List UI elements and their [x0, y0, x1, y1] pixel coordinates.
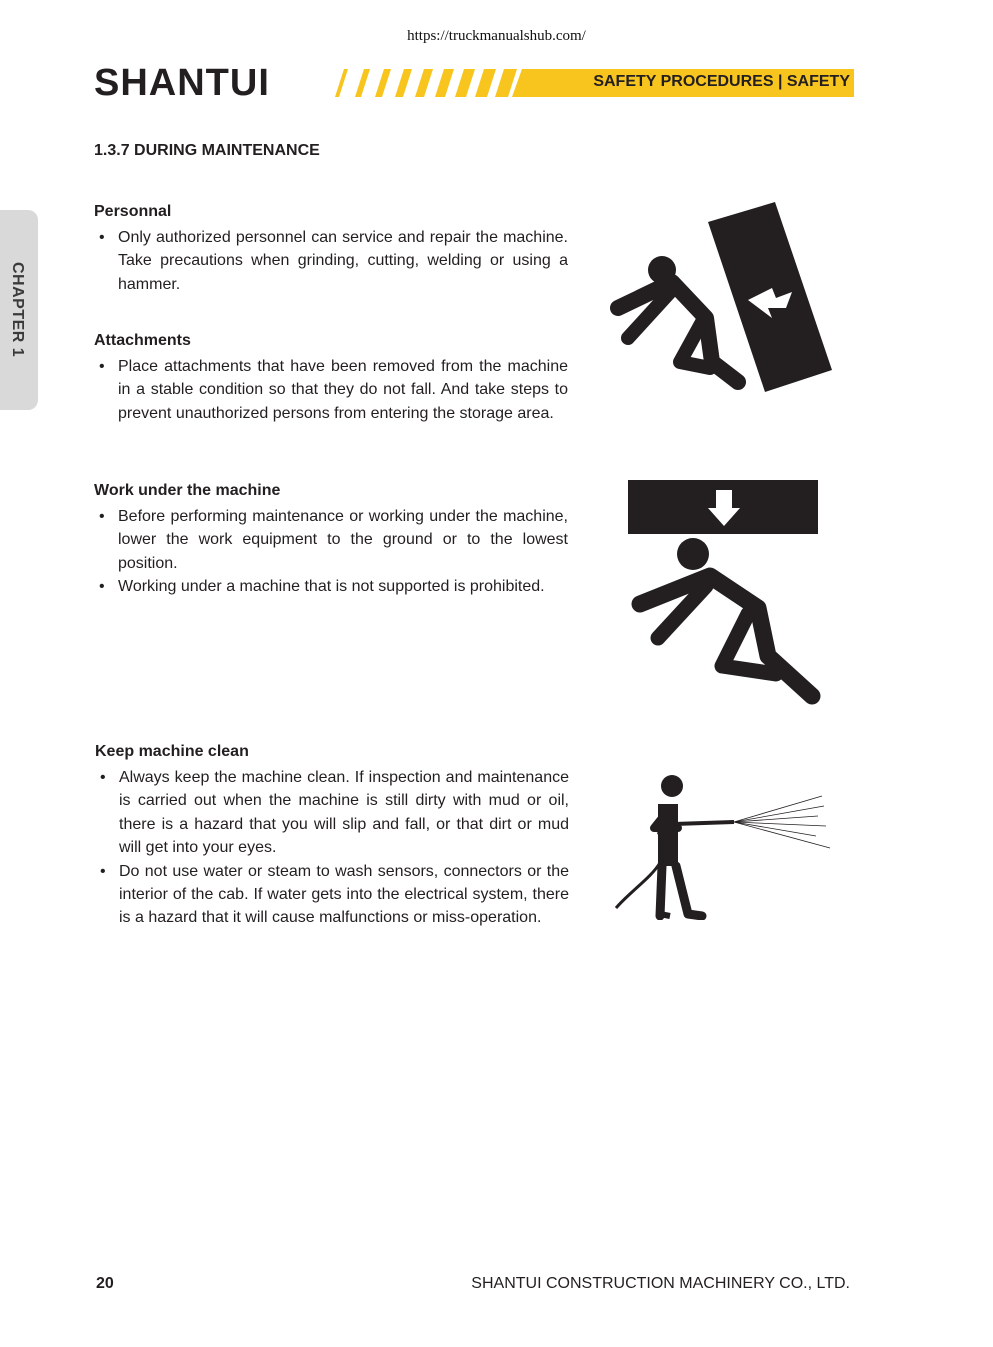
- list-item: • Do not use water or steam to wash sensors, connectors or the interior of the cab. If water gets into the electrical system, there is a hazard that it will cause malfunctions or miss-operation.: [95, 860, 569, 930]
- falling-attachment-hazard-icon: [610, 200, 835, 400]
- section-title: 1.3.7 DURING MAINTENANCE: [94, 142, 320, 159]
- section-heading: Work under the machine: [94, 482, 281, 499]
- section-heading: Personnal: [94, 203, 172, 220]
- list-item: • Always keep the machine clean. If inspection and maintenance is carried out when the machine is still dirty with mud or oil, there is a hazard that you will slip and fall, or that dirt or mud will get into your eyes.: [95, 766, 569, 860]
- pressure-washer-icon: [610, 770, 835, 920]
- footer-company: SHANTUI CONSTRUCTION MACHINERY CO., LTD.: [471, 1275, 850, 1292]
- crush-hazard-icon: [626, 478, 826, 708]
- chapter-tab-label: CHAPTER 1: [9, 262, 26, 358]
- header-title: SAFETY PROCEDURES | SAFETY: [593, 73, 850, 90]
- section-work-under-machine: [94, 481, 568, 599]
- list-item: • Before performing maintenance or working under the machine, lower the work equipment to the ground or to the lowest position.: [94, 505, 568, 575]
- source-url[interactable]: https://truckmanualshub.com/: [407, 28, 586, 44]
- section-personnal: [94, 202, 568, 296]
- chapter-tab: [0, 210, 38, 410]
- list-item: • Only authorized personnel can service and repair the machine. Take precautions when grinding, cutting, welding or using a hammer.: [94, 226, 568, 296]
- section-heading: Attachments: [94, 332, 191, 349]
- section-heading: Keep machine clean: [95, 743, 249, 760]
- list-item: • Place attachments that have been removed from the machine in a stable condition so that they do not fall. And take steps to prevent unauthorized persons from entering the storage area.: [94, 355, 568, 425]
- list-item: • Working under a machine that is not supported is prohibited.: [94, 575, 568, 598]
- shantui-logo: SHANTUI: [94, 62, 270, 104]
- section-attachments: [94, 331, 568, 425]
- page-number: 20: [96, 1275, 114, 1292]
- header-band: [334, 69, 854, 97]
- section-keep-machine-clean: [95, 742, 569, 930]
